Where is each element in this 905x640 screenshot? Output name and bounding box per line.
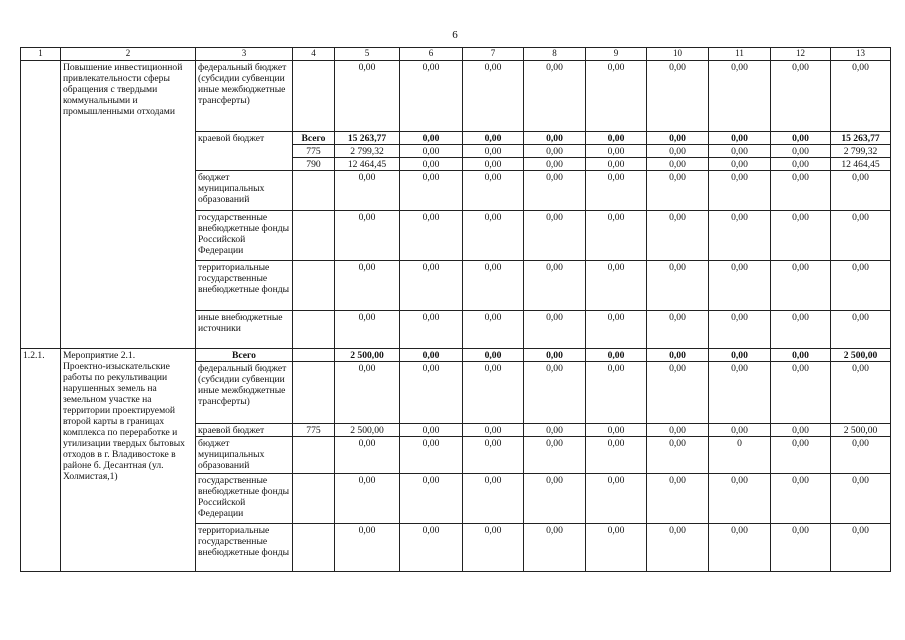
value-cell: 0,00 (463, 158, 524, 171)
measure-title: Мероприятие 2.1. (63, 350, 136, 361)
value-cell: 0,00 (524, 132, 586, 145)
value-cell: 0,00 (463, 261, 524, 311)
value-cell: 0,00 (771, 171, 831, 211)
code-cell: 790 (293, 158, 335, 171)
value-cell: 0,00 (771, 524, 831, 572)
value-cell: 0,00 (831, 211, 891, 261)
value-cell: 0,00 (400, 474, 463, 524)
value-cell: 0,00 (524, 424, 586, 437)
value-cell: 0,00 (709, 524, 771, 572)
value-cell: 0,00 (709, 474, 771, 524)
value-cell: 0,00 (463, 145, 524, 158)
value-cell: 0,00 (400, 261, 463, 311)
code-cell (293, 524, 335, 572)
value-cell: 2 799,32 (335, 145, 400, 158)
value-cell: 0,00 (771, 311, 831, 349)
code-cell (293, 261, 335, 311)
value-cell: 0,00 (771, 474, 831, 524)
measure-name: Повышение инвестиционной привлекательности сферы обращения с твердыми коммунальными и промышленными отходами (61, 61, 196, 349)
value-cell: 0,00 (400, 524, 463, 572)
column-header: 2 (61, 48, 196, 61)
value-cell: 0,00 (400, 349, 463, 362)
value-cell: 0,00 (831, 61, 891, 132)
column-header: 1 (21, 48, 61, 61)
column-header: 11 (709, 48, 771, 61)
value-cell: 0,00 (771, 349, 831, 362)
value-cell: 0,00 (647, 132, 709, 145)
value-cell: 0,00 (463, 437, 524, 474)
value-cell: 0,00 (709, 145, 771, 158)
value-cell: 0,00 (647, 474, 709, 524)
value-cell: 0,00 (647, 61, 709, 132)
column-header: 3 (196, 48, 293, 61)
value-cell: 0,00 (463, 424, 524, 437)
value-cell: 0,00 (831, 362, 891, 424)
funding-source: бюджет муниципальных образований (196, 171, 293, 211)
value-cell: 0,00 (524, 524, 586, 572)
value-cell: 0,00 (831, 261, 891, 311)
column-header: 8 (524, 48, 586, 61)
value-cell: 0,00 (647, 362, 709, 424)
value-cell: 0,00 (524, 61, 586, 132)
page-number: 6 (452, 29, 458, 41)
value-cell: 0,00 (400, 362, 463, 424)
value-cell: 0,00 (335, 211, 400, 261)
code-cell (293, 61, 335, 132)
funding-source: территориальные государственные внебюджетные фонды (196, 261, 293, 311)
value-cell: 0,00 (335, 311, 400, 349)
value-cell: 12 464,45 (335, 158, 400, 171)
funding-source: Всего (196, 349, 293, 362)
value-cell: 0,00 (831, 524, 891, 572)
value-cell: 0,00 (586, 171, 647, 211)
value-cell: 12 464,45 (831, 158, 891, 171)
row-number-cell (21, 61, 61, 349)
value-cell: 0,00 (586, 61, 647, 132)
column-header: 13 (831, 48, 891, 61)
value-cell: 0,00 (709, 211, 771, 261)
value-cell: 0,00 (524, 158, 586, 171)
value-cell: 0,00 (335, 61, 400, 132)
value-cell: 0,00 (463, 474, 524, 524)
value-cell: 0,00 (709, 424, 771, 437)
value-cell: 15 263,77 (831, 132, 891, 145)
value-cell: 0,00 (647, 211, 709, 261)
value-cell: 15 263,77 (335, 132, 400, 145)
value-cell: 0,00 (400, 158, 463, 171)
value-cell: 0,00 (709, 311, 771, 349)
value-cell: 2 500,00 (335, 424, 400, 437)
value-cell: 0,00 (586, 474, 647, 524)
value-cell: 0,00 (463, 349, 524, 362)
value-cell: 0,00 (586, 158, 647, 171)
value-cell: 0,00 (524, 311, 586, 349)
value-cell: 0,00 (400, 61, 463, 132)
table-row (21, 61, 891, 132)
value-cell: 0,00 (647, 349, 709, 362)
code-cell (293, 311, 335, 349)
value-cell: 0,00 (335, 524, 400, 572)
funding-source: федеральный бюджет (субсидии субвенции иные межбюджетные трансферты) (196, 362, 293, 424)
code-cell (293, 474, 335, 524)
table-row (21, 349, 891, 362)
value-cell: 0,00 (586, 132, 647, 145)
value-cell: 0,00 (524, 349, 586, 362)
value-cell: 0,00 (400, 311, 463, 349)
value-cell: 0,00 (709, 261, 771, 311)
header-row (21, 48, 891, 61)
value-cell: 0,00 (647, 171, 709, 211)
value-cell: 2 500,00 (335, 349, 400, 362)
measure-description: Проектно-изыскательские работы по рекультивации нарушенных земель на земельном участке на территории проектируемой второй карты в границах комплекса по переработке и утилизации твердых бытовых отходов в г. Владивостоке в районе б. Десантная (ул. Холмистая,1) (63, 361, 185, 482)
value-cell: 0,00 (647, 524, 709, 572)
value-cell: 2 500,00 (831, 349, 891, 362)
value-cell: 0,00 (463, 362, 524, 424)
value-cell: 0,00 (400, 171, 463, 211)
value-cell: 0,00 (586, 437, 647, 474)
value-cell: 0,00 (586, 311, 647, 349)
value-cell: 0,00 (463, 211, 524, 261)
value-cell: 2 799,32 (831, 145, 891, 158)
value-cell: 0,00 (524, 362, 586, 424)
value-cell: 0,00 (831, 311, 891, 349)
value-cell: 0,00 (463, 132, 524, 145)
value-cell: 0,00 (771, 145, 831, 158)
value-cell: 0,00 (524, 437, 586, 474)
funding-source: иные внебюджетные источники (196, 311, 293, 349)
value-cell: 0,00 (709, 61, 771, 132)
value-cell: 0,00 (771, 158, 831, 171)
column-header: 4 (293, 48, 335, 61)
funding-source: территориальные государственные внебюджетные фонды (196, 524, 293, 572)
funding-source: государственные внебюджетные фонды Российской Федерации (196, 211, 293, 261)
funding-source: федеральный бюджет (субсидии субвенции иные межбюджетные трансферты) (196, 61, 293, 132)
value-cell: 0,00 (463, 61, 524, 132)
value-cell: 0,00 (400, 211, 463, 261)
value-cell: 0,00 (647, 424, 709, 437)
value-cell: 0,00 (586, 261, 647, 311)
value-cell: 2 500,00 (831, 424, 891, 437)
code-cell: 775 (293, 145, 335, 158)
value-cell: 0,00 (335, 171, 400, 211)
budget-table (20, 47, 891, 572)
value-cell: 0,00 (463, 171, 524, 211)
value-cell: 0,00 (771, 211, 831, 261)
code-cell (293, 362, 335, 424)
code-cell (293, 437, 335, 474)
row-number-cell: 1.2.1. (21, 349, 61, 572)
value-cell: 0,00 (463, 311, 524, 349)
value-cell: 0,00 (771, 362, 831, 424)
measure-name (61, 349, 196, 572)
value-cell: 0,00 (524, 474, 586, 524)
value-cell: 0,00 (400, 437, 463, 474)
value-cell: 0 (709, 437, 771, 474)
value-cell: 0,00 (524, 211, 586, 261)
value-cell: 0,00 (335, 474, 400, 524)
value-cell: 0,00 (771, 437, 831, 474)
column-header: 5 (335, 48, 400, 61)
column-header: 9 (586, 48, 647, 61)
code-cell: Всего (293, 132, 335, 145)
value-cell: 0,00 (400, 145, 463, 158)
value-cell: 0,00 (586, 362, 647, 424)
value-cell: 0,00 (709, 349, 771, 362)
code-cell (293, 211, 335, 261)
funding-source: бюджет муниципальных образований (196, 437, 293, 474)
column-header: 12 (771, 48, 831, 61)
value-cell: 0,00 (647, 158, 709, 171)
value-cell: 0,00 (335, 437, 400, 474)
funding-source: краевой бюджет (196, 424, 293, 437)
value-cell: 0,00 (524, 171, 586, 211)
value-cell: 0,00 (400, 132, 463, 145)
funding-source: краевой бюджет (196, 132, 293, 171)
column-header: 10 (647, 48, 709, 61)
column-header: 7 (463, 48, 524, 61)
code-cell: 775 (293, 424, 335, 437)
value-cell: 0,00 (586, 424, 647, 437)
value-cell: 0,00 (709, 171, 771, 211)
value-cell: 0,00 (463, 524, 524, 572)
value-cell: 0,00 (647, 145, 709, 158)
value-cell: 0,00 (524, 145, 586, 158)
value-cell: 0,00 (831, 437, 891, 474)
value-cell: 0,00 (647, 437, 709, 474)
value-cell: 0,00 (709, 132, 771, 145)
funding-source: государственные внебюджетные фонды Российской Федерации (196, 474, 293, 524)
value-cell: 0,00 (586, 145, 647, 158)
value-cell: 0,00 (586, 524, 647, 572)
value-cell: 0,00 (335, 261, 400, 311)
value-cell: 0,00 (831, 171, 891, 211)
value-cell: 0,00 (586, 349, 647, 362)
value-cell: 0,00 (771, 61, 831, 132)
value-cell: 0,00 (709, 158, 771, 171)
value-cell: 0,00 (647, 261, 709, 311)
value-cell: 0,00 (335, 362, 400, 424)
value-cell: 0,00 (771, 132, 831, 145)
value-cell: 0,00 (400, 424, 463, 437)
value-cell: 0,00 (524, 261, 586, 311)
value-cell: 0,00 (709, 362, 771, 424)
value-cell: 0,00 (771, 424, 831, 437)
value-cell: 0,00 (771, 261, 831, 311)
code-cell (293, 171, 335, 211)
value-cell: 0,00 (831, 474, 891, 524)
column-header: 6 (400, 48, 463, 61)
value-cell: 0,00 (647, 311, 709, 349)
code-cell (293, 349, 335, 362)
value-cell: 0,00 (586, 211, 647, 261)
